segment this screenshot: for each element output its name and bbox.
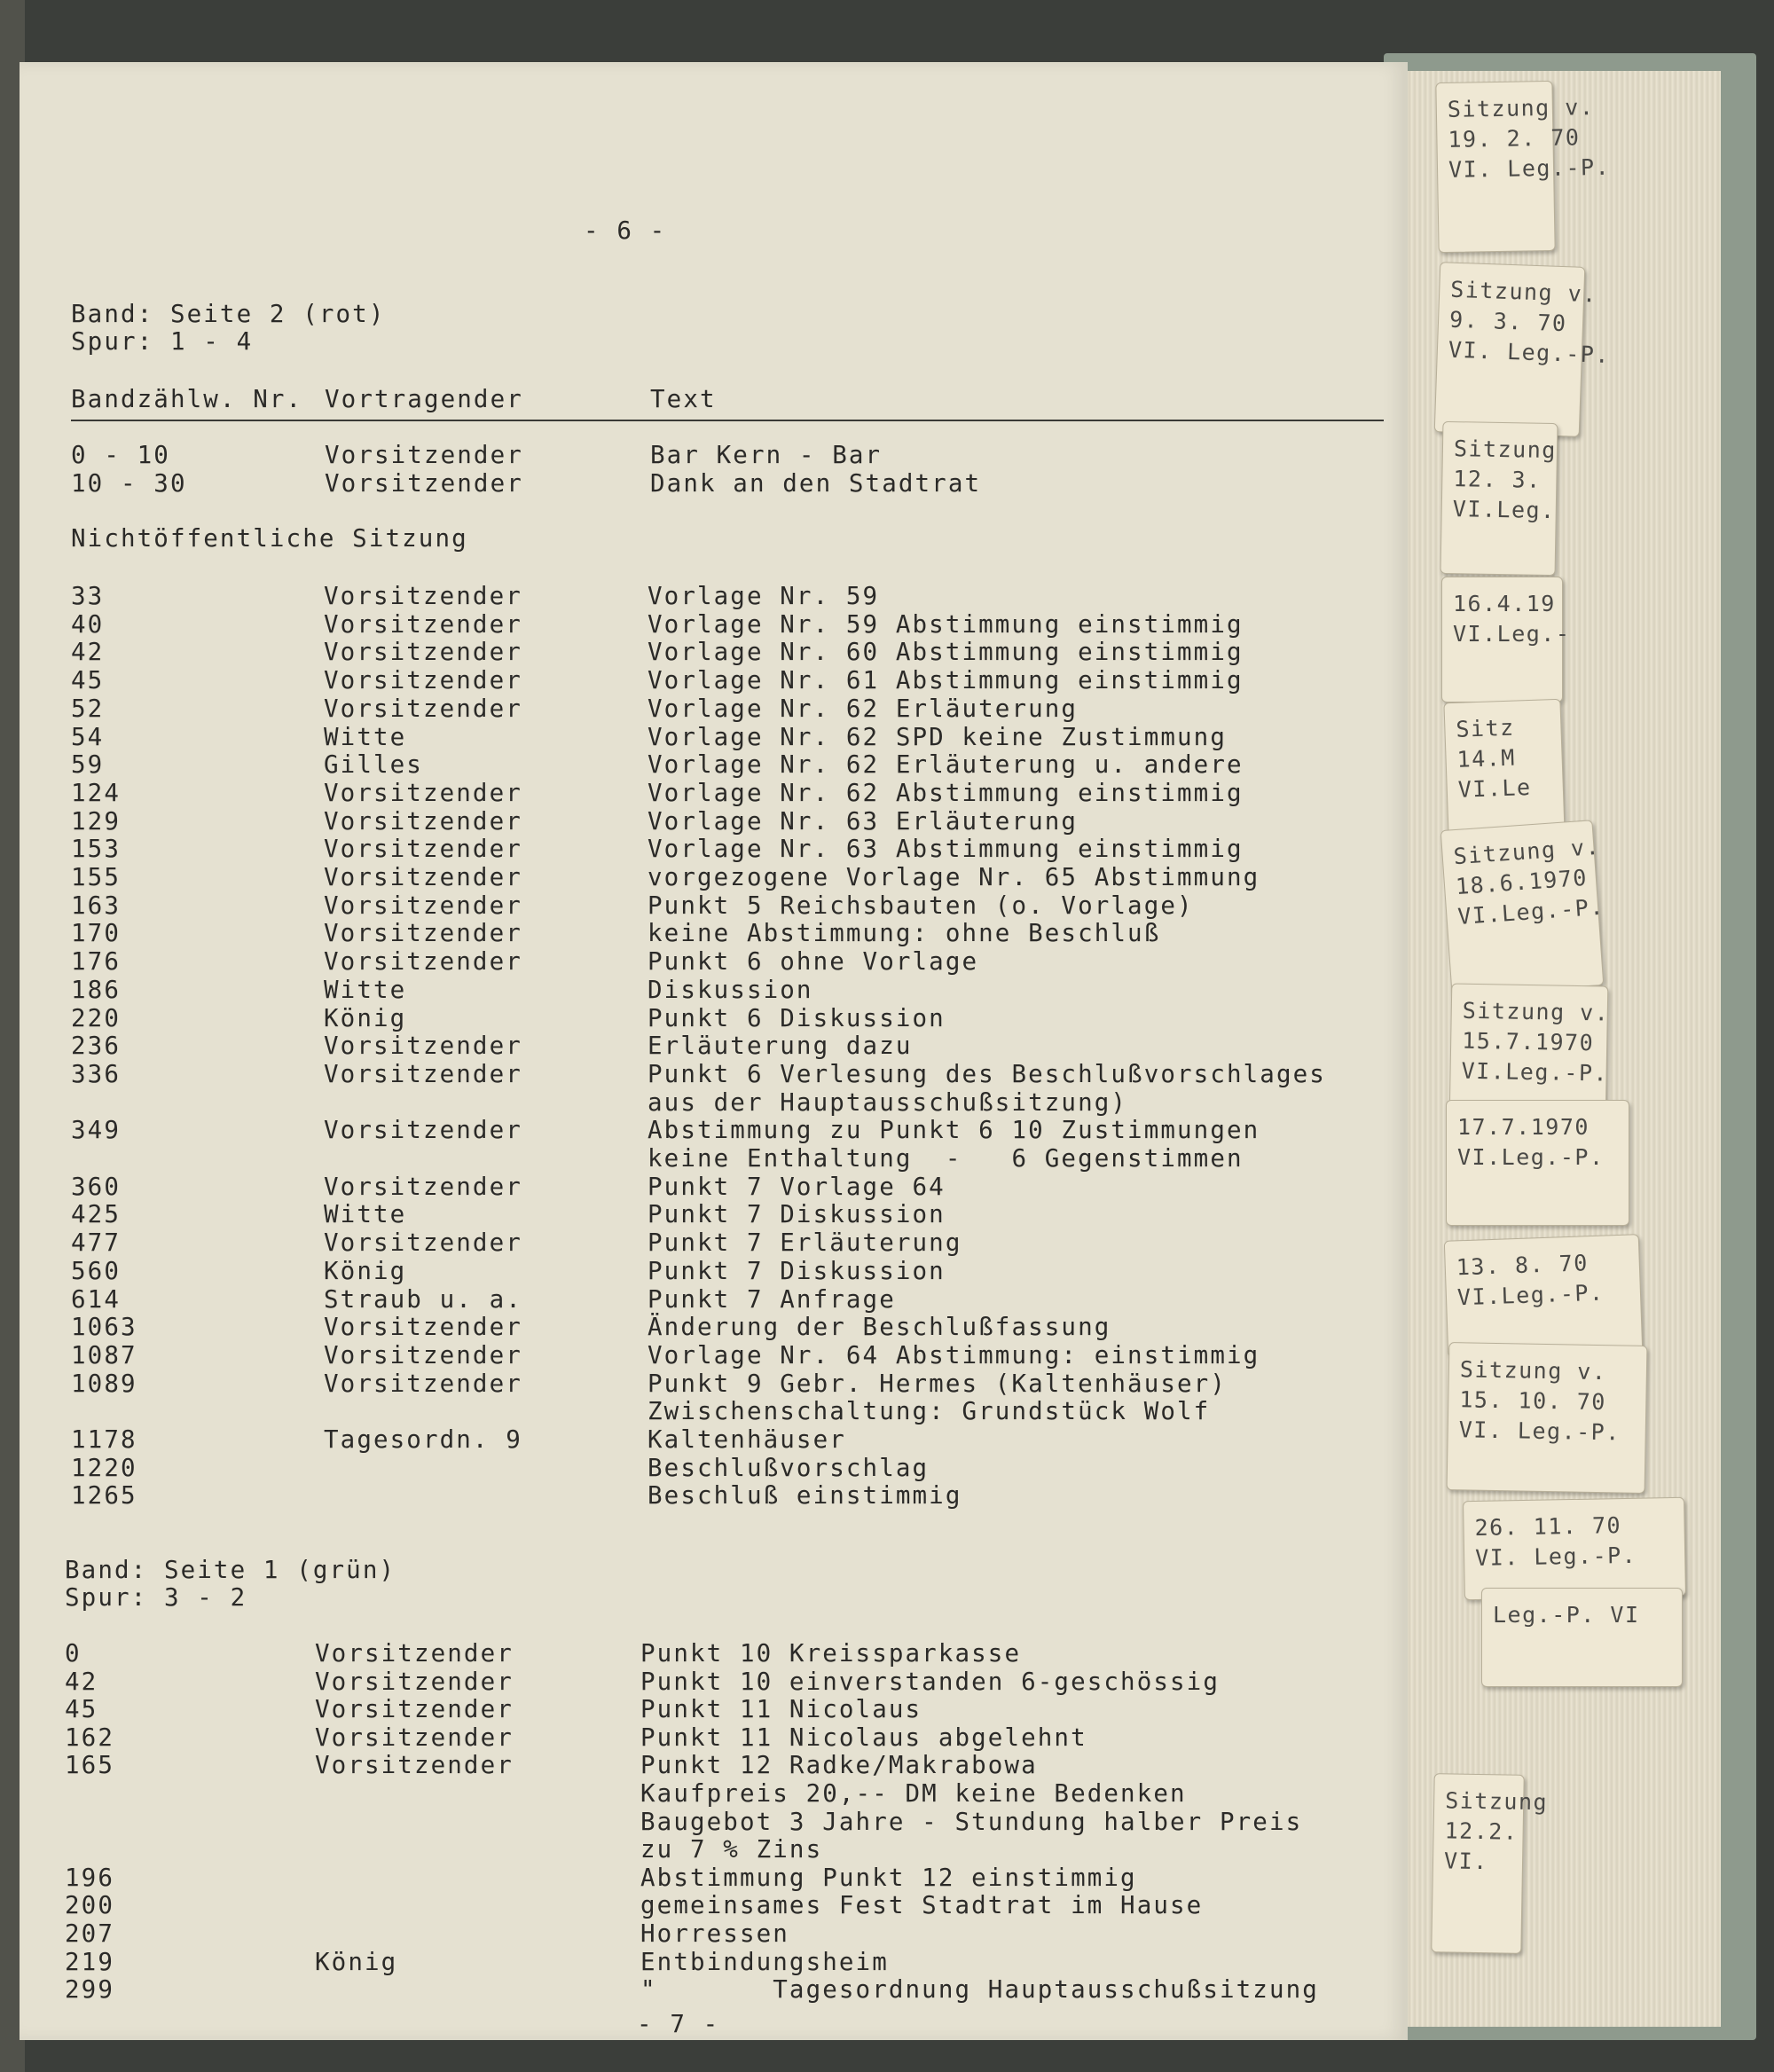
index-tab[interactable] bbox=[1443, 699, 1565, 838]
index-tab-line: 17.7.1970 bbox=[1457, 1114, 1590, 1140]
column-header-speaker: Vortragender bbox=[325, 385, 523, 413]
row-text: Punkt 7 Erläuterung bbox=[648, 1228, 962, 1258]
index-tab-line: VI.Leg.- bbox=[1453, 621, 1571, 647]
row-text: aus der Hauptausschußsitzung) bbox=[648, 1087, 1128, 1117]
row-text: Beschluß einstimmig bbox=[648, 1481, 962, 1511]
index-tab[interactable] bbox=[1435, 81, 1611, 253]
row-count: 155 bbox=[71, 863, 121, 891]
index-tab[interactable] bbox=[1440, 820, 1605, 996]
index-tab[interactable] bbox=[1431, 1773, 1549, 1954]
row-count: 477 bbox=[71, 1228, 121, 1258]
index-tab-line: Sitzung v. bbox=[1452, 833, 1601, 870]
row-text: Baugebot 3 Jahre - Stundung halber Preis bbox=[640, 1807, 1303, 1836]
row-speaker: Straub u. a. bbox=[324, 1284, 522, 1314]
row-speaker: Vorsitzender bbox=[324, 694, 522, 723]
row-text: Vorlage Nr. 59 Abstimmung einstimmig bbox=[648, 609, 1244, 639]
index-tab[interactable] bbox=[1434, 262, 1611, 437]
row-count: 0 - 10 bbox=[71, 441, 170, 469]
row-text: Abstimmung Punkt 12 einstimmig bbox=[640, 1863, 1137, 1892]
row-count: 129 bbox=[71, 806, 121, 836]
row-count: 220 bbox=[71, 1003, 121, 1032]
row-text: Punkt 6 ohne Vorlage bbox=[648, 947, 979, 977]
row-text: Vorlage Nr. 60 Abstimmung einstimmig bbox=[648, 638, 1244, 667]
row-text: Punkt 7 Diskussion bbox=[648, 1200, 946, 1229]
row-count: 360 bbox=[71, 1172, 121, 1201]
page-number-top: - 6 - bbox=[584, 216, 667, 245]
row-text: Punkt 7 Anfrage bbox=[648, 1284, 896, 1314]
row-count: 165 bbox=[65, 1751, 114, 1780]
index-tab-line: Sitz bbox=[1455, 714, 1516, 742]
row-speaker: Vorsitzender bbox=[315, 1695, 514, 1724]
row-count: 186 bbox=[71, 975, 121, 1004]
row-speaker: Vorsitzender bbox=[315, 1723, 514, 1752]
row-text: Zwischenschaltung: Grundstück Wolf bbox=[648, 1397, 1211, 1426]
row-text: Erläuterung dazu bbox=[648, 1032, 913, 1061]
row-speaker: Vorsitzender bbox=[324, 947, 522, 977]
row-speaker: Vorsitzender bbox=[325, 469, 523, 498]
row-count: 200 bbox=[65, 1891, 114, 1920]
row-text: Vorlage Nr. 63 Erläuterung bbox=[648, 806, 1079, 836]
row-count: 52 bbox=[71, 694, 105, 723]
row-count: 1089 bbox=[71, 1369, 137, 1398]
index-tab-line: Sitzung v. bbox=[1462, 997, 1610, 1026]
row-count: 153 bbox=[71, 835, 121, 864]
index-tab[interactable] bbox=[1441, 577, 1571, 702]
index-tab-line: 16.4.19 bbox=[1453, 591, 1556, 616]
index-tab-line: VI.Leg. bbox=[1452, 496, 1556, 524]
index-tab-line: VI.Leg.-P. bbox=[1461, 1057, 1609, 1087]
index-tab[interactable] bbox=[1440, 421, 1558, 576]
index-tab-line: VI.Leg.-P. bbox=[1456, 1279, 1605, 1311]
row-count: 614 bbox=[71, 1284, 121, 1314]
row-count: 42 bbox=[71, 638, 105, 667]
row-count: 176 bbox=[71, 947, 121, 977]
row-text: Diskussion bbox=[648, 975, 813, 1004]
row-text: Vorlage Nr. 62 SPD keine Zustimmung bbox=[648, 722, 1227, 751]
index-tab[interactable] bbox=[1481, 1588, 1683, 1687]
index-tab[interactable] bbox=[1463, 1497, 1686, 1600]
row-count: 124 bbox=[71, 778, 121, 807]
row-text: gemeinsames Fest Stadtrat im Hause bbox=[640, 1891, 1204, 1920]
index-tab[interactable] bbox=[1446, 1100, 1629, 1226]
row-speaker: Vorsitzender bbox=[324, 1172, 522, 1201]
row-speaker: Vorsitzender bbox=[324, 778, 522, 807]
row-count: 1265 bbox=[71, 1481, 137, 1511]
row-speaker: Vorsitzender bbox=[324, 638, 522, 667]
row-count: 1087 bbox=[71, 1340, 137, 1370]
row-text: Punkt 6 Diskussion bbox=[648, 1003, 946, 1032]
row-speaker: Witte bbox=[324, 1200, 407, 1229]
band-label: Band: Seite 2 (rot) bbox=[71, 300, 386, 328]
row-speaker: Vorsitzender bbox=[324, 666, 522, 695]
index-tab-line: Sitzung v. bbox=[1447, 94, 1595, 122]
row-text: zu 7 % Zins bbox=[640, 1835, 823, 1864]
index-tab-line: VI.Leg.-P. bbox=[1457, 1144, 1605, 1170]
spur-label: Spur: 1 - 4 bbox=[71, 327, 254, 356]
row-speaker: Vorsitzender bbox=[324, 1313, 522, 1342]
row-count: 59 bbox=[71, 750, 105, 780]
row-count: 162 bbox=[65, 1723, 114, 1752]
row-text: Vorlage Nr. 59 bbox=[648, 582, 880, 610]
index-tab-line: VI. Leg.-P. bbox=[1458, 1417, 1621, 1446]
row-text: Punkt 7 Diskussion bbox=[648, 1256, 946, 1285]
index-tab-line: VI.Le bbox=[1457, 773, 1533, 803]
row-speaker: Vorsitzender bbox=[324, 835, 522, 864]
row-count: 1220 bbox=[71, 1453, 137, 1482]
row-count: 54 bbox=[71, 722, 105, 751]
index-tab[interactable] bbox=[1444, 1234, 1643, 1358]
row-text: Vorlage Nr. 62 Erläuterung bbox=[648, 694, 1079, 723]
row-count: 1063 bbox=[71, 1313, 137, 1342]
row-text: Dank an den Stadtrat bbox=[650, 469, 982, 498]
row-text: Punkt 11 Nicolaus bbox=[640, 1695, 922, 1724]
index-tab-line: 18.6.1970 bbox=[1455, 864, 1589, 900]
row-text: Punkt 6 Verlesung des Beschlußvorschlages bbox=[648, 1059, 1326, 1088]
row-text: Abstimmung zu Punkt 6 10 Zustimmungen bbox=[648, 1116, 1260, 1145]
row-text: vorgezogene Vorlage Nr. 65 Abstimmung bbox=[648, 863, 1260, 891]
index-tab-line: 12.2. bbox=[1444, 1817, 1519, 1845]
row-speaker: Gilles bbox=[324, 750, 423, 780]
row-speaker: Vorsitzender bbox=[324, 1059, 522, 1088]
row-text: Vorlage Nr. 64 Abstimmung: einstimmig bbox=[648, 1340, 1260, 1370]
row-count: 10 - 30 bbox=[71, 469, 187, 498]
row-count: 0 bbox=[65, 1639, 82, 1668]
row-speaker: Vorsitzender bbox=[315, 1667, 514, 1696]
row-speaker: Vorsitzender bbox=[324, 891, 522, 920]
row-count: 299 bbox=[65, 1975, 114, 2005]
row-speaker: Witte bbox=[324, 975, 407, 1004]
index-tab-line: VI. Leg.-P. bbox=[1474, 1542, 1637, 1571]
band-label-2: Band: Seite 1 (grün) bbox=[65, 1556, 396, 1584]
index-tab-line: 19. 2. 70 bbox=[1448, 124, 1581, 153]
index-tab-line: VI. Leg.-P. bbox=[1448, 336, 1611, 368]
row-speaker: Vorsitzender bbox=[324, 919, 522, 948]
row-text: Vorlage Nr. 61 Abstimmung einstimmig bbox=[648, 666, 1244, 695]
header-rule bbox=[71, 420, 1384, 421]
subheading-nichtoeffentlich: Nichtöffentliche Sitzung bbox=[71, 524, 468, 553]
row-text: Punkt 12 Radke/Makrabowa bbox=[640, 1751, 1038, 1780]
row-text: keine Abstimmung: ohne Beschluß bbox=[648, 919, 1161, 948]
row-count: 207 bbox=[65, 1919, 114, 1948]
index-tab-line: Sitzung bbox=[1444, 1787, 1549, 1816]
row-count: 45 bbox=[71, 666, 105, 695]
row-speaker: Vorsitzender bbox=[324, 1032, 522, 1061]
index-tab[interactable] bbox=[1447, 1342, 1648, 1494]
index-tab-line: 15.7.1970 bbox=[1461, 1027, 1595, 1056]
row-text: " Tagesordnung Hauptausschußsitzung bbox=[640, 1975, 1319, 2005]
row-speaker: König bbox=[315, 1947, 398, 1976]
row-count: 196 bbox=[65, 1863, 114, 1892]
index-tab-line: 15. 10. 70 bbox=[1459, 1386, 1607, 1416]
row-count: 45 bbox=[65, 1695, 98, 1724]
index-tab-line: Sitzung v. bbox=[1449, 276, 1598, 308]
index-tab-line: 13. 8. 70 bbox=[1456, 1250, 1590, 1281]
row-text: Entbindungsheim bbox=[640, 1947, 889, 1976]
row-speaker: Vorsitzender bbox=[315, 1751, 514, 1780]
index-tab-line: Leg.-P. VI bbox=[1493, 1602, 1640, 1628]
row-speaker: Vorsitzender bbox=[325, 441, 523, 469]
row-text: Punkt 9 Gebr. Hermes (Kaltenhäuser) bbox=[648, 1369, 1227, 1398]
row-text: Horressen bbox=[640, 1919, 789, 1948]
index-tab-line: 14.M bbox=[1456, 744, 1517, 773]
row-speaker: Vorsitzender bbox=[324, 1228, 522, 1258]
spur-label-2: Spur: 3 - 2 bbox=[65, 1583, 247, 1612]
row-speaker: Vorsitzender bbox=[324, 582, 522, 610]
index-tab-line: VI. bbox=[1443, 1848, 1488, 1875]
row-count: 560 bbox=[71, 1256, 121, 1285]
column-header-text: Text bbox=[650, 385, 717, 413]
row-text: Punkt 5 Reichsbauten (o. Vorlage) bbox=[648, 891, 1194, 920]
row-speaker: König bbox=[324, 1003, 407, 1032]
row-text: Punkt 10 Kreissparkasse bbox=[640, 1639, 1022, 1668]
row-speaker: Vorsitzender bbox=[324, 1116, 522, 1145]
page-number-bottom: - 7 - bbox=[637, 2010, 720, 2038]
row-text: Kaltenhäuser bbox=[648, 1425, 846, 1454]
row-text: Vorlage Nr. 62 Abstimmung einstimmig bbox=[648, 778, 1244, 807]
column-header-count: Bandzählw. Nr. bbox=[71, 385, 303, 413]
row-speaker: Vorsitzender bbox=[324, 609, 522, 639]
row-speaker: Tagesordn. 9 bbox=[324, 1425, 522, 1454]
row-count: 219 bbox=[65, 1947, 114, 1976]
row-count: 163 bbox=[71, 891, 121, 920]
index-tab-line: Sitzung v. bbox=[1459, 1356, 1607, 1385]
row-text: keine Enthaltung - 6 Gegenstimmen bbox=[648, 1144, 1244, 1173]
index-tab-line: 9. 3. 70 bbox=[1448, 306, 1567, 337]
row-count: 236 bbox=[71, 1032, 121, 1061]
row-speaker: Witte bbox=[324, 722, 407, 751]
row-text: Vorlage Nr. 62 Erläuterung u. andere bbox=[648, 750, 1244, 780]
row-count: 33 bbox=[71, 582, 105, 610]
row-speaker: Vorsitzender bbox=[324, 863, 522, 891]
row-speaker: König bbox=[324, 1256, 407, 1285]
row-count: 170 bbox=[71, 919, 121, 948]
row-speaker: Vorsitzender bbox=[324, 806, 522, 836]
row-text: Bar Kern - Bar bbox=[650, 441, 883, 469]
row-text: Punkt 7 Vorlage 64 bbox=[648, 1172, 946, 1201]
row-text: Vorlage Nr. 63 Abstimmung einstimmig bbox=[648, 835, 1244, 864]
row-text: Kaufpreis 20,-- DM keine Bedenken bbox=[640, 1779, 1187, 1808]
index-tab-line: 26. 11. 70 bbox=[1474, 1512, 1622, 1541]
row-text: Beschlußvorschlag bbox=[648, 1453, 930, 1482]
row-speaker: Vorsitzender bbox=[315, 1639, 514, 1668]
index-tab-line: 12. 3. bbox=[1453, 466, 1542, 493]
row-text: Punkt 11 Nicolaus abgelehnt bbox=[640, 1723, 1087, 1752]
row-speaker: Vorsitzender bbox=[324, 1369, 522, 1398]
row-count: 336 bbox=[71, 1059, 121, 1088]
row-count: 42 bbox=[65, 1667, 98, 1696]
row-count: 349 bbox=[71, 1116, 121, 1145]
index-tab-line: VI.Leg.-P. bbox=[1456, 893, 1605, 930]
index-tab-line: VI. Leg.-P. bbox=[1448, 153, 1611, 183]
row-text: Änderung der Beschlußfassung bbox=[648, 1313, 1111, 1342]
row-speaker: Vorsitzender bbox=[324, 1340, 522, 1370]
row-count: 425 bbox=[71, 1200, 121, 1229]
index-tab-line: Sitzung bbox=[1453, 436, 1558, 464]
row-count: 40 bbox=[71, 609, 105, 639]
row-text: Punkt 10 einverstanden 6-geschössig bbox=[640, 1667, 1220, 1696]
row-count: 1178 bbox=[71, 1425, 137, 1454]
